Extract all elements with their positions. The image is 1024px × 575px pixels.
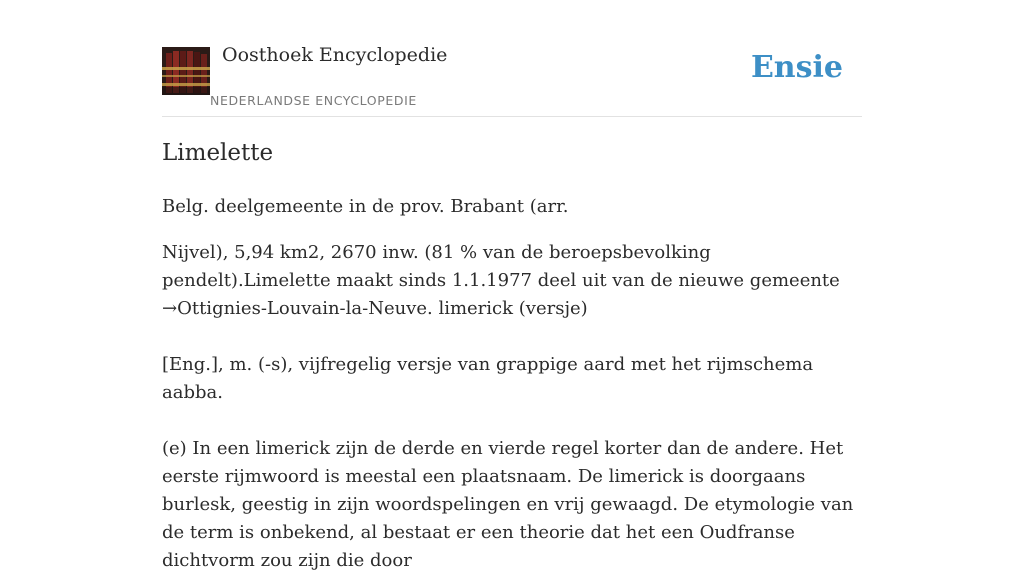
- site-header: [162, 0, 862, 117]
- site-title-link[interactable]: Oosthoek Encyclopedie: [222, 44, 448, 66]
- entry-paragraph: Nijvel), 5,94 km2, 2670 inw. (81 % van de beroepsbevolking pendelt).Limelette maakt sinds 1.1.1977 deel uit van de nieuwe gemeente →Ottignies-Louvain-la-Neuve. limerick (versje): [162, 242, 840, 319]
- entry-paragraph: [Eng.], m. (-s), vijfregelig versje van grappige aard met het rijmschema aabba.: [162, 354, 814, 403]
- entry-paragraph: (e) In een limerick zijn de derde en vierde regel korter dan de andere. Het eerste rijmwoord is meestal een plaatsnaam. De limerick is doorgaans burlesk, geestig in zijn woordspelingen en vrij gewaagd. De etymologie van de term is onbekend, al bestaat er een theorie dat het een Oudfranse dichtvorm zou zijn die door: [162, 438, 854, 571]
- paragraph-gap: [162, 407, 862, 435]
- page-container: [162, 0, 862, 571]
- site-subtitle: NEDERLANDSE ENCYCLOPEDIE: [210, 93, 417, 108]
- paragraph-gap: [162, 323, 862, 351]
- brand-logo-link[interactable]: Ensie: [750, 50, 843, 85]
- entry-title: Limelette: [162, 140, 274, 166]
- entry-lead: Belg. deelgemeente in de prov. Brabant (arr.: [162, 196, 569, 217]
- entry-body: [162, 239, 862, 575]
- encyclopedia-books-icon[interactable]: [162, 47, 210, 95]
- books-image: [162, 47, 210, 95]
